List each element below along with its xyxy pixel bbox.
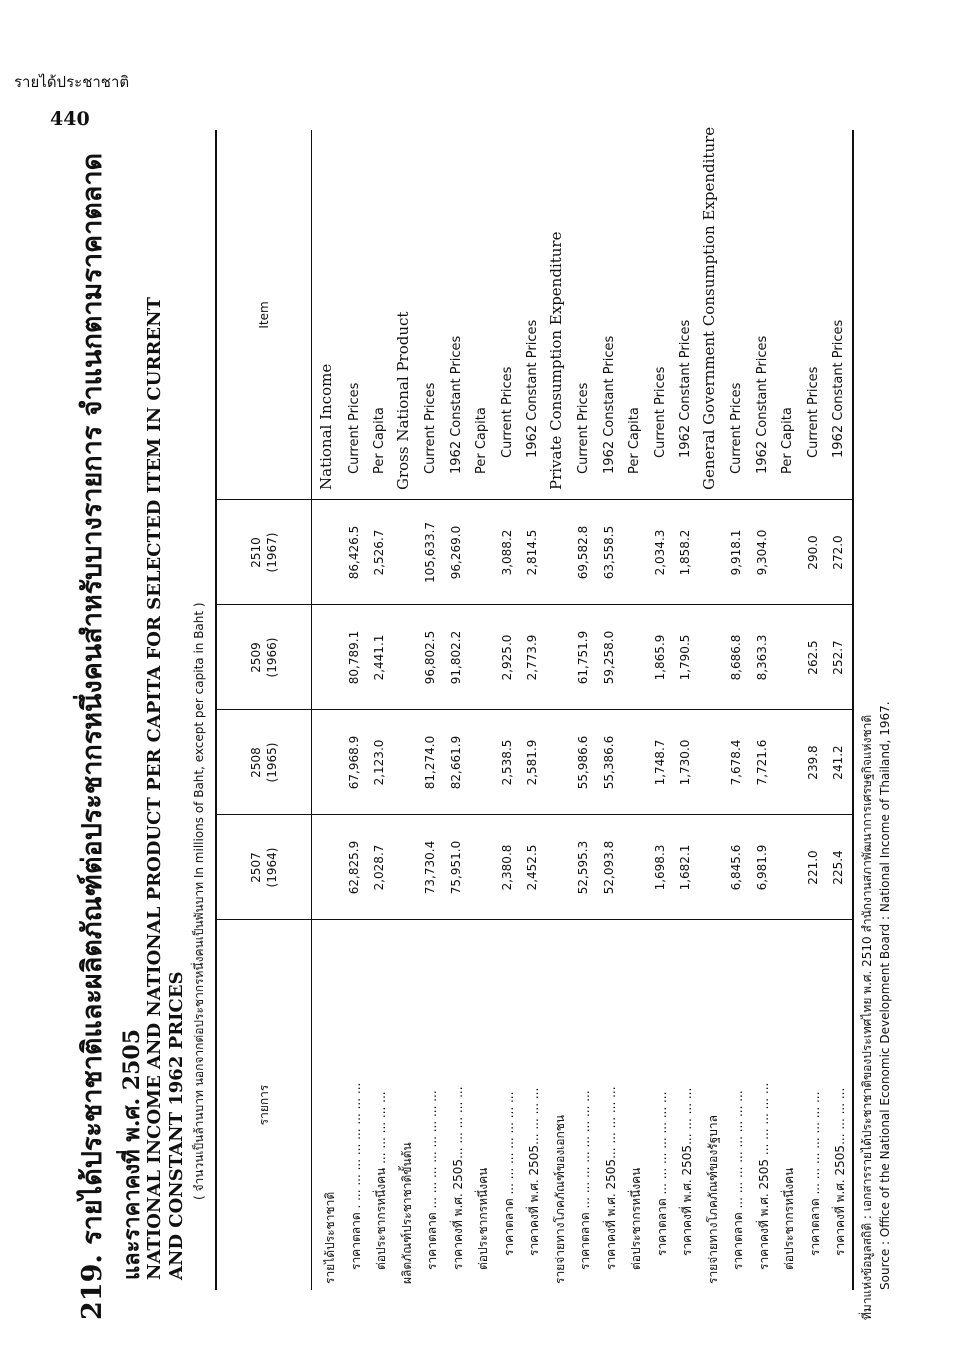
row-label-thai: ผลิตภัณฑ์ประชาชาติขั้นต้น xyxy=(399,1142,414,1284)
header-year-2509 xyxy=(217,605,311,710)
row-value: 67,968.9 xyxy=(346,735,361,790)
row-value: 82,661.9 xyxy=(448,735,463,790)
row-label-en: Per Capita xyxy=(780,407,795,474)
year-be: 2508 xyxy=(249,747,263,778)
row-value: 221.0 xyxy=(805,850,820,885)
row-label-thai: ต่อประชากรหนึ่งคน ... ... ... ... ... xyxy=(374,1091,388,1270)
row-label-en: Per Capita xyxy=(627,407,642,474)
row-value: 91,802.2 xyxy=(448,630,463,685)
row-value: 9,918.1 xyxy=(729,529,743,576)
row-label-en: 1962 Constant Prices xyxy=(678,319,693,458)
row-label-thai: รายจ่ายทางโภคภัณฑ์ของเอกชน xyxy=(552,1114,567,1284)
row-value: 2,028.7 xyxy=(372,844,386,891)
row-value: 2,581.9 xyxy=(525,739,539,786)
table-row xyxy=(699,126,730,1290)
row-value: 2,380.8 xyxy=(499,844,514,891)
table-row xyxy=(755,130,781,1290)
header-item-thai: รายการ xyxy=(257,1084,271,1126)
row-value: 8,686.8 xyxy=(729,634,743,681)
table-row xyxy=(449,130,475,1290)
row-label-thai: ราคาตลาด . ... ... ... ... ... ... ... ... xyxy=(348,1082,363,1270)
row-value: 9,304.0 xyxy=(754,529,769,576)
table-row xyxy=(347,130,373,1290)
row-label-thai: ต่อประชากรหนึ่งคน xyxy=(476,1167,490,1270)
row-label-en: Current Prices xyxy=(576,382,591,474)
row-label-en: Current Prices xyxy=(805,366,821,458)
row-label-thai: ราคาตลาด ... ... ... ... ... ... ... ... xyxy=(578,1090,592,1270)
row-value: 52,093.8 xyxy=(601,840,616,895)
row-value: 2,034.3 xyxy=(652,529,667,576)
row-label-en: 1962 Constant Prices xyxy=(601,335,617,474)
row-value: 80,789.1 xyxy=(346,630,361,685)
source-en: Source : Office of the National Economic Development Board : National Income of Thailand, 1967. xyxy=(878,701,892,1290)
row-value: 1,698.3 xyxy=(652,844,667,891)
row-value: 2,441.1 xyxy=(372,634,386,681)
row-label-en: Per Capita xyxy=(372,407,387,474)
row-label-en: Current Prices xyxy=(423,382,438,474)
page-number: 440 xyxy=(50,108,90,130)
data-table xyxy=(215,126,854,1290)
row-label-en: Per Capita xyxy=(474,407,489,474)
row-value: 59,258.0 xyxy=(601,630,616,685)
row-value: 1,865.9 xyxy=(652,634,667,681)
row-value: 2,773.9 xyxy=(525,634,539,681)
row-value: 55,386.6 xyxy=(601,735,616,790)
row-value: 96,802.5 xyxy=(423,630,437,685)
row-value: 6,845.6 xyxy=(729,844,743,891)
row-value: 225.4 xyxy=(831,850,845,885)
table-row xyxy=(500,130,526,1290)
row-value: 62,825.9 xyxy=(346,840,361,895)
year-ce: (1964) xyxy=(265,847,279,888)
table-row xyxy=(546,130,577,1290)
row-label-thai: ราคาคงที่ พ.ศ. 2505... ... ... ... xyxy=(527,1087,541,1256)
row-value: 2,452.5 xyxy=(525,844,539,891)
row-label-thai: ราคาตลาด ... ... ... ... ... ... ... ... xyxy=(425,1090,439,1270)
table-row xyxy=(729,130,755,1290)
row-label-thai: ต่อประชากรหนึ่งคน xyxy=(782,1167,796,1270)
row-label-en: Gross National Product xyxy=(393,311,412,490)
title-thai-line2: และราคาคงที่ พ.ศ. 2505 xyxy=(119,1028,145,1280)
table-row xyxy=(806,130,832,1290)
row-value: 105,633.7 xyxy=(423,521,437,584)
row-value: 262.5 xyxy=(805,640,820,675)
table-header xyxy=(217,130,312,1290)
row-value: 75,951.0 xyxy=(448,840,463,895)
header-item-en: Item xyxy=(257,301,271,329)
row-label-thai: รายจ่ายทางโภคภัณฑ์ของรัฐบาล xyxy=(705,1115,720,1284)
row-label-en: 1962 Constant Prices xyxy=(754,335,770,474)
table-row xyxy=(372,130,398,1290)
table-row xyxy=(627,130,653,1290)
header-year-2510 xyxy=(217,500,311,605)
row-label-thai: ราคาคงที่ พ.ศ. 2505... ... ... ... xyxy=(680,1087,694,1256)
row-value: 63,558.5 xyxy=(601,525,616,580)
row-value: 69,582.8 xyxy=(576,525,590,580)
row-label-thai: ราคาตลาด ... ... ... ... ... ... ... xyxy=(501,1091,516,1256)
row-label-thai: ราคาคงที่ พ.ศ. 2505... ... ... ... ... xyxy=(450,1086,465,1270)
row-label-thai: รายได้ประชาชาติ xyxy=(323,1191,337,1284)
row-value: 1,858.2 xyxy=(678,529,692,576)
row-value: 3,088.2 xyxy=(499,529,514,576)
table-row xyxy=(576,130,602,1290)
row-value: 86,426.5 xyxy=(346,525,361,580)
table-row xyxy=(780,130,806,1290)
row-value: 7,721.6 xyxy=(754,739,769,786)
row-label-en: Current Prices xyxy=(346,382,362,474)
row-label-en: 1962 Constant Prices xyxy=(831,319,846,458)
year-be: 2509 xyxy=(249,642,263,673)
units-note: ( จำนวนเป็นล้านบาท นอกจากต่อประชากรหนึ่งคนเป็นพันบาท In millions of Baht, except per capita in Baht ) xyxy=(192,602,206,1200)
row-label-en: Current Prices xyxy=(499,366,515,458)
table-row xyxy=(474,130,500,1290)
header-year-2507 xyxy=(217,815,311,920)
table-row xyxy=(393,130,424,1290)
table-row xyxy=(423,130,449,1290)
row-label-thai: ราคาตลาด ... ... ... ... ... ... ... ... xyxy=(731,1090,745,1270)
row-value: 96,269.0 xyxy=(448,525,463,580)
row-value: 1,730.0 xyxy=(678,739,692,786)
row-value: 1,748.7 xyxy=(652,739,667,786)
title-thai-text: รายได้ประชาชาติและผลิตภัณฑ์ต่อประชากรหนึ่งคนสำหรับบางรายการ จำแนกตามราคาตลาด xyxy=(77,152,108,1245)
row-value: 7,678.4 xyxy=(729,739,743,786)
row-label-en: Private Consumption Expenditure xyxy=(546,231,565,490)
row-value: 1,790.5 xyxy=(678,634,692,681)
row-label-en: Current Prices xyxy=(652,366,668,458)
rotated-page xyxy=(70,120,950,1320)
row-label-thai: ราคาคงที่ พ.ศ. 2505... ... ... ... xyxy=(833,1087,847,1256)
row-value: 55,986.6 xyxy=(576,735,590,790)
title-en-line1: NATIONAL INCOME AND NATIONAL PRODUCT PER CAPITA FOR SELECTED ITEM IN CURRENT xyxy=(144,297,165,1280)
running-title: รายได้ประชาชาติ xyxy=(14,73,130,91)
row-label-thai: ราคาคงที่ พ.ศ. 2505 ... ... ... ... ... xyxy=(756,1082,771,1270)
year-be: 2507 xyxy=(249,852,263,883)
row-value: 1,682.1 xyxy=(678,844,692,891)
year-ce: (1966) xyxy=(265,637,279,678)
row-value: 252.7 xyxy=(831,640,845,675)
row-value: 52,595.3 xyxy=(576,840,590,895)
table-row xyxy=(317,130,347,1290)
table-row xyxy=(602,130,628,1290)
row-label-en: 1962 Constant Prices xyxy=(525,319,540,458)
row-value: 61,751.9 xyxy=(576,630,590,685)
row-value: 2,814.5 xyxy=(525,529,539,576)
year-ce: (1965) xyxy=(265,742,279,783)
row-value: 290.0 xyxy=(805,535,820,570)
year-be: 2510 xyxy=(249,537,263,568)
row-value: 2,526.7 xyxy=(372,529,386,576)
row-label-en: National Income xyxy=(317,363,335,490)
table-number: 219. xyxy=(77,1254,108,1320)
row-label-thai: ราคาตลาด ... ... ... ... ... ... ... xyxy=(654,1091,669,1256)
row-value: 239.8 xyxy=(805,745,820,780)
row-value: 241.2 xyxy=(831,745,845,780)
source-thai: ที่มาแห่งข้อมูลสถิติ : เอกสารรายได้ประชาชาติของประเทศไทย พ.ศ. 2510 สำนักงานสภาพัฒนาการเศรษฐกิจแห่งชาติ xyxy=(860,714,874,1320)
row-label-thai: ราคาตลาด ... ... ... ... ... ... ... xyxy=(807,1091,822,1256)
row-label-en: General Government Consumption Expenditure xyxy=(699,126,718,490)
row-value: 81,274.0 xyxy=(423,735,437,790)
year-ce: (1967) xyxy=(265,532,279,573)
row-label-en: 1962 Constant Prices xyxy=(448,335,464,474)
row-label-thai: ราคาคงที่ พ.ศ. 2505... ... ... ... ... xyxy=(603,1086,618,1270)
header-year-2508 xyxy=(217,710,311,815)
title-thai-line1 xyxy=(70,153,113,1320)
row-value: 6,981.9 xyxy=(754,844,769,891)
row-value: 272.0 xyxy=(831,535,845,570)
row-value: 2,538.5 xyxy=(499,739,514,786)
row-label-en: Current Prices xyxy=(729,382,744,474)
row-label-thai: ต่อประชากรหนึ่งคน xyxy=(629,1167,643,1270)
table-row xyxy=(831,130,857,1290)
table-row xyxy=(653,130,679,1290)
title-en-line2: AND CONSTANT 1962 PRICES xyxy=(166,971,187,1280)
row-value: 2,925.0 xyxy=(499,634,514,681)
row-value: 2,123.0 xyxy=(372,739,386,786)
row-value: 8,363.3 xyxy=(754,634,769,681)
row-value: 73,730.4 xyxy=(423,840,437,895)
